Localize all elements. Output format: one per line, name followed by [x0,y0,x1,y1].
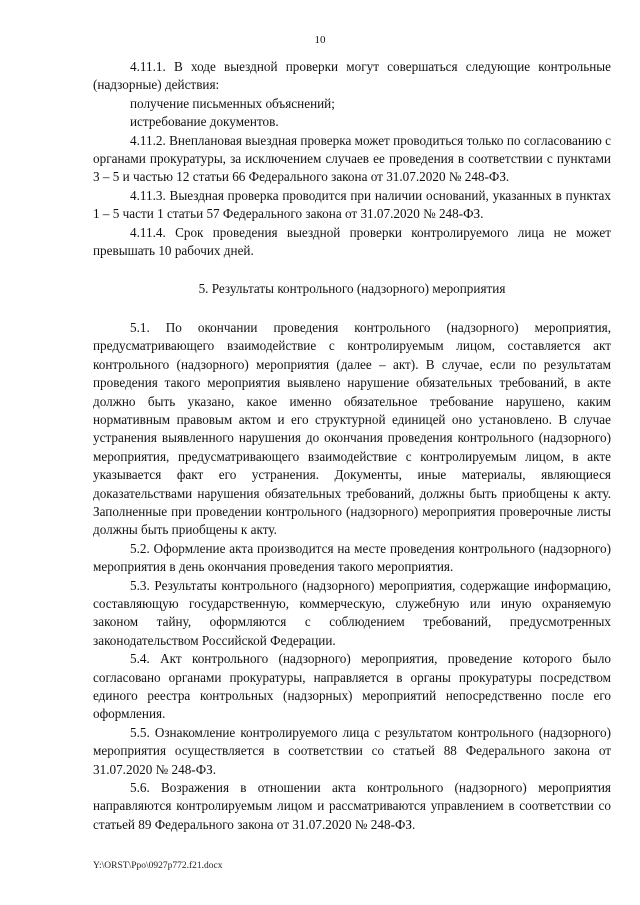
paragraph-5-3: 5.3. Результаты контрольного (надзорного) мероприятия, содержащие информацию, составляющую государственную, коммерческую, служебную или иную охраняемую законом тайну, оформляются с соблюдением требований, предусмотренных законодательством Российской Федерации. [93,577,611,648]
paragraph-5-4: 5.4. Акт контрольного (надзорного) мероприятия, проведение которого было согласовано органами прокуратуры, направляется в органы прокуратуры посредством единого реестра контрольных (надзорных) мероприятий непосредственно после его оформления. [93,651,611,722]
section-heading: 5. Результаты контрольного (надзорного) мероприятия [198,281,506,297]
paragraph-5-6: 5.6. Возражения в отношении акта контрольного (надзорного) мероприятия направляются контролируемым лицом и рассматриваются управлением в соответствии со статьей 89 Федерального закона от 31.07.2020 № 248-ФЗ. [93,780,611,832]
list-item-documents: истребование документов. [130,114,279,130]
paragraph-4-11-2: 4.11.2. Внеплановая выездная проверка может проводиться только по согласованию с органами прокуратуры, за исключением случаев ее проведения в соответствии с пунктами 3 – 5 и частью 12 статьи 66 Федерального закона от 31.07.2020 № 248-ФЗ. [93,132,611,185]
paragraph-4-11-4: 4.11.4. Срок проведения выездной проверки контролируемого лица не может превышать 10 рабочих дней. [93,224,611,259]
paragraph-5-5: 5.5. Ознакомление контролируемого лица с результатом контрольного (надзорного) мероприятия осуществляется в соответствии со статьей 88 Федерального закона от 31.07.2020 № 248-ФЗ. [93,724,611,777]
page-number: 10 [314,34,326,46]
paragraph-4-11-3: 4.11.3. Выездная проверка проводится при наличии оснований, указанных в пунктах 1 – 5 части 1 статьи 57 Федерального закона от 31.07.2020 № 248-ФЗ. [93,187,611,222]
footer-file-path: Y:\ORST\Ppo\0927p772.f21.docx [93,861,223,871]
paragraph-4-11-1: 4.11.1. В ходе выездной проверки могут совершаться следующие контрольные (надзорные) действия: [93,59,611,93]
paragraph-5-2: 5.2. Оформление акта производится на месте проведения контрольного (надзорного) мероприятия в день окончания проведения такого мероприятия. [93,540,611,575]
list-item-explanations: получение письменных объяснений; [130,95,335,111]
document-body [93,58,611,834]
paragraph-5-1: 5.1. По окончании проведения контрольного (надзорного) мероприятия, предусматривающего взаимодействие с контролируемым лицом, составляется акт контрольного (надзорного) мероприятия (далее – акт). В случае, если по результатам проведения такого мероприятия выявлено нарушение обязательных требований, в акте должно быть указано, какое именно обязательное требование нарушено, каким нормативным правовым актом и его структурной единицей оно установлено. В случае устранения выявленного нарушения до окончания проведения контрольного (надзорного) мероприятия, предусматривающего взаимодействие с контролируемым лицом, в акте указывается факт его устранения. Документы, иные материалы, являющиеся доказательствами нарушения обязательных требований, должны быть приобщены к акту. Заполненные при проведении контрольного (надзорного) мероприятия проверочные листы должны быть приобщены к акту. [93,319,611,538]
